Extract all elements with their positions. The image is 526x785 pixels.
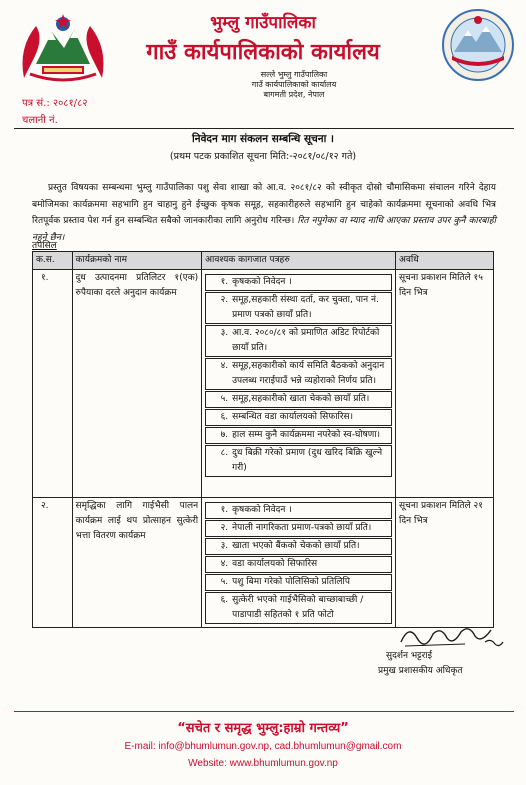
row-documents <box>202 270 396 498</box>
list-item: ६. सम्बन्धित वडा कार्यालयको सिफारिस। <box>205 409 392 426</box>
table-row <box>33 270 494 498</box>
row-program: दुध उत्पादनमा प्रतिलिटर १(एक) रुपैयाका दरले अनुदान कार्यक्रम <box>72 270 202 498</box>
list-item: १. कृषकको निवेदन । <box>205 502 392 519</box>
column-header-documents: आवश्यक कागजात पत्रहरु <box>202 252 396 270</box>
list-item: ४. वडा कार्यालयको सिफारिस <box>205 556 392 573</box>
list-item: ५. पशु बिमा गरेको पोलिसिको प्रतिलिपि <box>205 574 392 591</box>
notice-body <box>32 180 496 246</box>
office-stamp: सल्ले भुम्लु गाउँपालिका गाउँ कार्यपालिकाको कार्यालय बागमती प्रदेश, नेपाल <box>251 70 337 99</box>
table-row <box>33 498 494 628</box>
list-item: ८. दुध बिक्री गरेको प्रमाण (दुध खरिद बिक्रि खुल्ने गरी) <box>205 445 392 477</box>
notice-subtitle: (प्रथम पटक प्रकाशित सूचना मिति:-२०८१/०८/१२ गते) <box>169 151 357 162</box>
reference-number: पत्र सं.: २०८१/८२ <box>22 98 88 109</box>
footer-motto: “सचेत र समृद्ध भुम्लु:हाम्रो गन्तव्य” <box>177 721 349 736</box>
row-program: समृद्धिका लागि गाईभैसी पालन कार्यक्रम लाई थप प्रोत्साहन सुत्केरी भत्ता वितरण कार्यक्रम <box>72 498 202 628</box>
dispatch-number: चलानी नं. <box>22 115 58 126</box>
documents-list <box>205 274 392 477</box>
list-item: ५. समूह,सहकारीको खाता चेकको छायाँ प्रति। <box>205 391 392 408</box>
notice-body-note: रित नपुगेका वा म्याद नाधि आएका प्रस्ताव उपर कुनै कारबाही नहुने छैन। <box>32 216 496 243</box>
footer-divider <box>14 711 514 712</box>
list-item: २. नेपाली नागरिकता प्रमाण-पत्रको छायाँ प्रति। <box>205 520 392 537</box>
municipality-name: भुम्लु गाउँपालिका <box>210 13 316 33</box>
list-item: ३. खाता भएको बैंकको चेकको छायाँ प्रति। <box>205 538 392 555</box>
list-item: ७. हाल सम्म कुनै कार्यक्रममा नपरेको स्व-घोषणा। <box>205 427 392 444</box>
row-sn: १. <box>33 270 73 498</box>
program-table <box>32 251 494 628</box>
header-divider <box>14 128 514 129</box>
signatory-title: प्रमुख प्रशासकीय अधिकृत <box>378 666 463 676</box>
footer-website: Website: www.bhumlumun.gov.np <box>188 758 338 769</box>
row-duration: सूचना प्रकाशन मितिले १५ दिन भित्र <box>396 270 494 498</box>
list-item: २. समूह,सहकारी संस्था दर्ता, कर चुक्ता, पान नं. प्रमाण पत्रको छायाँ प्रति। <box>205 292 392 324</box>
list-item: १. कृषकको निवेदन । <box>205 274 392 291</box>
row-documents <box>202 498 396 628</box>
list-item: ६. सुत्केरी भएको गाईभैसिको बाच्छाबाच्छी /पाडापाडी सहितको १ प्रति फोटो <box>205 592 392 624</box>
list-item: ३. आ.व. २०८०/८१ को प्रमाणित अडिट रिपोर्टको छायाँ प्रति। <box>205 325 392 357</box>
notice-body-text: प्रस्तुत विषयका सम्बन्धमा भुम्लु गाउँपालिका पशु सेवा शाखा को आ.व. २०८१/८२ को स्वीकृत दोस्रो चौमासिकमा संचालन गरिने देहाय बमोजिमका कार्यक्रममा सहभागि हुन चाहानु हुने ईच्छुक कृषक समूह, सहकारीहरुले सहभागि हुन चाहेको कार्यक्रममा सूचनाको अवधि भित्र रितपूर्वक प्रस्ताव पेश गर्न हुन सम्बन्धित सबैको जानकारीका लागि अनुरोध गरिन्छ। <box>32 183 496 226</box>
schedule-label: तपसिल <box>32 241 57 251</box>
list-item: ४. समूह,सहकारीको कार्य समिति बैठकको अनुदान उपलब्ध गराईपाउँ भन्ने व्यहोराको निर्णय प्रति। <box>205 358 392 390</box>
signature-image <box>395 620 505 650</box>
table-header-row <box>33 252 494 270</box>
notice-title: निवेदन माग संकलन सम्बन्धि सूचना । <box>192 133 334 145</box>
column-header-sn: क.स. <box>33 252 73 270</box>
office-name: गाउँ कार्यपालिकाको कार्यालय <box>146 40 380 65</box>
row-sn: २. <box>33 498 73 628</box>
documents-list <box>205 502 392 624</box>
signatory-name: सुदर्शन भट्टराई <box>386 651 432 661</box>
footer-email: E-mail: info@bhumlumun.gov.np, cad.bhumlumun@gmail.com <box>124 741 402 752</box>
row-duration: सूचना प्रकाशन मितिले २१ दिन भित्र <box>396 498 494 628</box>
column-header-program: कार्यक्रमको नाम <box>72 252 202 270</box>
column-header-duration: अवधि <box>396 252 494 270</box>
